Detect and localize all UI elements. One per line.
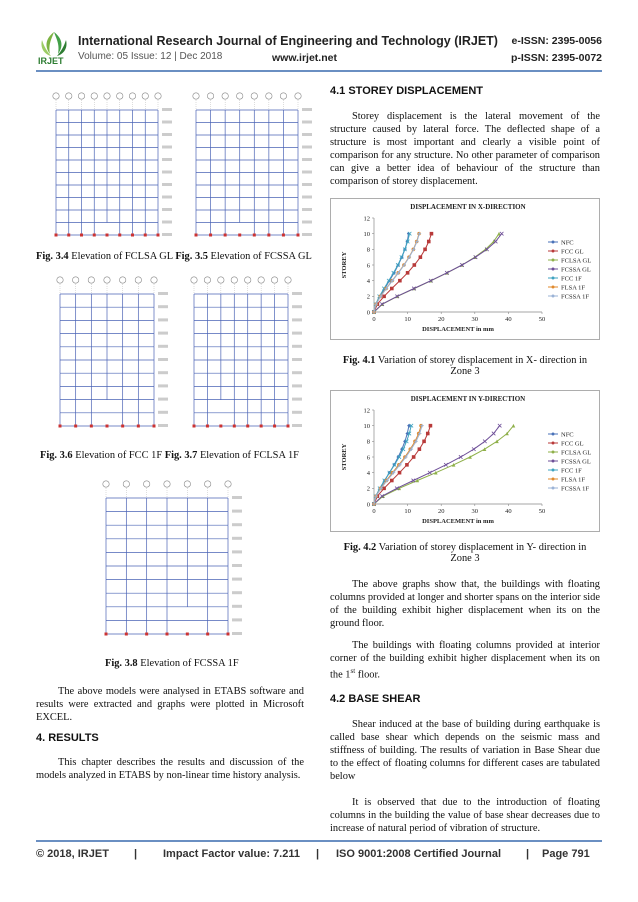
footer-separator: |	[526, 848, 530, 860]
support	[106, 234, 109, 237]
support	[153, 425, 156, 428]
heading-base-shear: 4.2 BASE SHEAR	[330, 693, 421, 705]
storey-label	[302, 196, 312, 199]
footer-iso: ISO 9001:2008 Certified Journal	[336, 848, 502, 860]
grid-bubble	[193, 93, 199, 99]
chart-displacement-y	[330, 390, 600, 532]
support	[90, 425, 93, 428]
elevation-figure-3-5	[186, 88, 320, 243]
grid-bubble	[78, 93, 84, 99]
y-tick-label: 2	[366, 485, 370, 493]
y-tick-label: 6	[366, 262, 370, 270]
grid-bubble	[155, 93, 161, 99]
storey-label	[158, 398, 168, 401]
storey-label	[232, 618, 242, 621]
data-point	[390, 479, 394, 483]
data-point	[430, 232, 434, 236]
storey-label	[162, 233, 172, 236]
journal-title: International Research Journal of Engineering and Technology (IRJET)	[78, 34, 498, 48]
support	[282, 234, 285, 237]
legend-label: FLSA 1F	[561, 476, 586, 484]
storey-label	[292, 332, 302, 335]
storey-label	[232, 537, 242, 540]
storey-label	[232, 632, 242, 635]
caption-text: Elevation of FCSSA 1F	[137, 658, 239, 669]
paragraph-text: It is observed that due to the introduction of floating columns in the building the value of base shear decreases due to increase of natural period of vibration of structure.	[330, 797, 600, 834]
support	[121, 425, 124, 428]
y-tick-label: 8	[366, 246, 370, 254]
support	[195, 234, 198, 237]
legend-label: FCSSA 1F	[561, 485, 590, 493]
storey-label	[292, 345, 302, 348]
legend-label: FCSSA 1F	[561, 293, 590, 301]
chart-frame	[331, 391, 600, 532]
data-point	[422, 440, 426, 444]
data-point	[429, 424, 433, 428]
p-issn: p-ISSN: 2395-0072	[510, 52, 602, 64]
storey-label	[232, 523, 242, 526]
storey-label	[158, 318, 168, 321]
caption-text: Variation of storey displacement in Y- direction in	[376, 542, 587, 553]
legend-label: NFC	[561, 431, 574, 439]
paragraph-graph-findings	[330, 578, 600, 630]
storey-label	[302, 121, 312, 124]
superscript: st	[350, 667, 356, 675]
grid-bubble	[104, 277, 110, 283]
data-point	[419, 255, 423, 259]
storey-label	[292, 384, 302, 387]
storey-label	[158, 345, 168, 348]
caption-label: Fig. 3.8	[105, 658, 138, 669]
y-tick-label: 12	[363, 407, 370, 415]
legend-marker	[552, 460, 555, 463]
support	[157, 234, 160, 237]
support	[260, 425, 263, 428]
support	[80, 234, 83, 237]
grid-bubble	[251, 93, 257, 99]
grid-bubble	[72, 277, 78, 283]
grid-bubble	[142, 93, 148, 99]
support	[166, 633, 169, 636]
caption-text: Zone 3	[450, 553, 480, 564]
storey-label	[162, 158, 172, 161]
legend-label: FCC 1F	[561, 467, 582, 475]
paragraph-results	[36, 756, 304, 782]
grid-bubble	[204, 481, 210, 487]
grid-bubble	[218, 277, 224, 283]
elevation-figure-3-4	[46, 88, 180, 243]
support	[74, 425, 77, 428]
irjet-logo	[36, 30, 72, 66]
storey-label	[162, 108, 172, 111]
support	[125, 633, 128, 636]
storey-label	[232, 496, 242, 499]
legend-label: NFC	[561, 239, 574, 247]
support	[209, 234, 212, 237]
y-tick-label: 2	[366, 293, 370, 301]
data-point	[427, 240, 431, 244]
storey-label	[158, 358, 168, 361]
storey-label	[302, 108, 312, 111]
data-point	[418, 447, 422, 451]
storey-label	[162, 183, 172, 186]
caption-fig-3-6-3-7	[40, 450, 299, 461]
grid-bubble	[280, 93, 286, 99]
storey-label	[292, 305, 302, 308]
text-segment: The buildings with floating columns provided at interior corner of the building exhibit higher displacement when its on the 1	[330, 640, 600, 681]
storey-label	[162, 146, 172, 149]
legend-marker	[552, 433, 555, 436]
support	[193, 425, 196, 428]
y-tick-label: 0	[366, 309, 370, 317]
storey-label	[158, 332, 168, 335]
grid-bubble	[222, 93, 228, 99]
legend-label: FCLSA GL	[561, 257, 592, 265]
grid-bubble	[258, 277, 264, 283]
storey-label	[162, 121, 172, 124]
data-point	[382, 295, 386, 299]
elevation-figure-3-8	[96, 476, 250, 642]
support	[233, 425, 236, 428]
grid-bubble	[66, 93, 72, 99]
paragraph-text: Shear induced at the base of building during earthquake is called base shear which depends on the seismic mass and stiffness of building. The results of variation in Base Shear due to the effect of floating columns for different cases are tabulated below	[330, 719, 600, 782]
support	[67, 234, 70, 237]
grid-bubble	[57, 277, 63, 283]
grid-bubble	[53, 93, 59, 99]
grid-bubble	[88, 277, 94, 283]
support	[206, 633, 209, 636]
caption-text: Elevation of FCLSA 1F	[197, 450, 299, 461]
data-point	[423, 248, 427, 252]
footer-page: Page 791	[542, 848, 590, 860]
x-tick-label: 20	[437, 316, 445, 323]
y-tick-label: 10	[363, 230, 370, 238]
legend-marker	[552, 250, 555, 253]
y-tick-label: 0	[366, 501, 370, 509]
legend-marker	[552, 259, 555, 262]
data-point	[426, 432, 430, 436]
paragraph-text: The above graphs show that, the buildings with floating columns provided at longer and shorter spans on the interior side of the building exhibit higher displacement when its on the ground floor.	[330, 579, 600, 629]
grid-bubble	[119, 277, 125, 283]
support	[224, 234, 227, 237]
storey-label	[302, 146, 312, 149]
x-axis-label: DISPLACEMENT in mm	[422, 518, 494, 525]
grid-bubble	[129, 93, 135, 99]
x-tick-label: 30	[471, 316, 479, 323]
grid-bubble	[266, 93, 272, 99]
y-tick-label: 12	[363, 215, 370, 223]
storey-label	[162, 133, 172, 136]
x-tick-label: 50	[538, 508, 546, 515]
support	[267, 234, 270, 237]
caption-label: Fig. 4.2	[343, 542, 377, 553]
support	[219, 425, 222, 428]
legend-label: FCC 1F	[561, 275, 582, 283]
x-tick-label: 20	[437, 508, 445, 515]
legend-marker	[552, 277, 555, 280]
caption-text: Elevation of FCSSA GL	[207, 251, 312, 262]
legend-marker	[552, 286, 555, 289]
caption-label: Fig. 3.5	[175, 251, 208, 262]
legend-label: FCLSA GL	[561, 449, 592, 457]
storey-label	[232, 578, 242, 581]
storey-label	[292, 424, 302, 427]
grid-bubble	[295, 93, 301, 99]
x-tick-label: 50	[538, 316, 546, 323]
grid-bubble	[271, 277, 277, 283]
storey-label	[162, 171, 172, 174]
support	[137, 425, 140, 428]
storey-label	[158, 424, 168, 427]
grid-bubble	[104, 93, 110, 99]
grid-bubble	[225, 481, 231, 487]
x-tick-label: 40	[505, 316, 512, 323]
support	[131, 234, 134, 237]
support	[145, 633, 148, 636]
storey-label	[302, 171, 312, 174]
website-link[interactable]: www.irjet.net	[272, 52, 337, 64]
grid-bubble	[237, 93, 243, 99]
caption-text: Elevation of FCLSA GL	[68, 251, 173, 262]
legend-marker	[552, 478, 555, 481]
storey-label	[162, 196, 172, 199]
storey-label	[232, 591, 242, 594]
storey-label	[302, 221, 312, 224]
legend-marker	[552, 442, 555, 445]
support	[118, 234, 121, 237]
x-tick-label: 10	[404, 508, 411, 515]
footer-copyright: © 2018, IRJET	[36, 848, 109, 860]
storey-label	[292, 371, 302, 374]
grid-bubble	[151, 277, 157, 283]
header-rule	[36, 70, 602, 72]
grid-bubble	[191, 277, 197, 283]
chart-displacement-x	[330, 198, 600, 340]
legend-label: FCC GL	[561, 440, 584, 448]
chart-title: DISPLACEMENT IN Y-DIRECTION	[410, 395, 526, 403]
footer-separator: |	[316, 848, 320, 860]
paragraph-text: This chapter describes the results and discussion of the models analyzed in ETABS by non-linear time history analysis.	[36, 757, 304, 781]
caption-fig-4-2	[330, 542, 600, 564]
support	[206, 425, 209, 428]
legend-label: FCC GL	[561, 248, 584, 256]
storey-label	[162, 221, 172, 224]
storey-label	[158, 305, 168, 308]
footer-rule	[36, 840, 602, 842]
paragraph-text: The above models were analysed in ETABS software and results were extracted and graphs were plotted in Microsoft EXCEL.	[36, 686, 304, 723]
x-tick-label: 40	[505, 508, 512, 515]
support	[273, 425, 276, 428]
support	[106, 425, 109, 428]
storey-label	[302, 208, 312, 211]
support	[253, 234, 256, 237]
caption-text: Zone 3	[450, 366, 480, 377]
chart-title: DISPLACEMENT IN X-DIRECTION	[410, 203, 526, 211]
storey-label	[302, 158, 312, 161]
data-point	[405, 463, 409, 467]
heading-storey-displacement: 4.1 STOREY DISPLACEMENT	[330, 85, 484, 97]
grid-bubble	[123, 481, 129, 487]
legend-marker	[552, 295, 555, 298]
y-tick-label: 8	[366, 438, 370, 446]
chart-frame	[331, 199, 600, 340]
volume-issue: Volume: 05 Issue: 12 | Dec 2018	[78, 51, 223, 62]
legend-marker	[552, 469, 555, 472]
storey-label	[158, 411, 168, 414]
support	[238, 234, 241, 237]
support	[287, 425, 290, 428]
y-tick-label: 10	[363, 422, 370, 430]
grid-bubble	[135, 277, 141, 283]
grid-bubble	[103, 481, 109, 487]
grid-bubble	[91, 93, 97, 99]
storey-label	[232, 605, 242, 608]
support	[227, 633, 230, 636]
storey-label	[302, 233, 312, 236]
caption-label: Fig. 3.4	[36, 251, 69, 262]
y-tick-label: 4	[366, 469, 370, 477]
storey-label	[162, 208, 172, 211]
grid-bubble	[164, 481, 170, 487]
paragraph-text	[330, 639, 600, 681]
y-axis-label: STOREY	[341, 251, 348, 279]
elevation-figure-3-6	[50, 272, 176, 434]
heading-results: 4. RESULTS	[36, 732, 99, 744]
paragraph-base-shear-observation	[330, 796, 600, 835]
support	[59, 425, 62, 428]
paragraph-base-shear	[330, 718, 600, 783]
caption-fig-3-4-3-5	[36, 251, 312, 262]
storey-label	[292, 292, 302, 295]
text-segment: floor.	[355, 669, 380, 681]
logo-text: IRJET	[38, 56, 64, 66]
storey-label	[158, 384, 168, 387]
x-tick-label: 0	[372, 508, 376, 515]
legend-label: FCSSA GL	[561, 458, 591, 466]
grid-bubble	[207, 93, 213, 99]
paragraph-models	[36, 685, 304, 724]
caption-label: Fig. 4.1	[342, 355, 376, 366]
data-point	[398, 279, 402, 283]
e-issn: e-ISSN: 2395-0056	[511, 35, 602, 47]
x-axis-label: DISPLACEMENT in mm	[422, 326, 494, 333]
support	[297, 234, 300, 237]
caption-label: Fig. 3.6	[40, 450, 73, 461]
legend-label: FCSSA GL	[561, 266, 591, 274]
data-point	[406, 271, 410, 275]
caption-text: Elevation of FCC 1F	[72, 450, 163, 461]
storey-label	[292, 398, 302, 401]
legend-marker	[552, 268, 555, 271]
legend-marker	[552, 241, 555, 244]
y-axis-label: STOREY	[341, 443, 348, 471]
data-point	[390, 287, 394, 291]
caption-text: Variation of storey displacement in X- direction in	[375, 355, 588, 366]
legend-marker	[552, 451, 555, 454]
storey-label	[302, 183, 312, 186]
storey-label	[302, 133, 312, 136]
caption-label: Fig. 3.7	[164, 450, 198, 461]
caption-fig-4-1	[330, 355, 600, 377]
storey-label	[232, 510, 242, 513]
support	[55, 234, 58, 237]
legend-marker	[552, 487, 555, 490]
data-point	[398, 471, 402, 475]
footer-impact-factor: Impact Factor value: 7.211	[163, 848, 300, 860]
paragraph-storey-displacement	[330, 110, 600, 188]
storey-label	[158, 371, 168, 374]
support	[186, 633, 189, 636]
storey-label	[232, 564, 242, 567]
x-tick-label: 30	[471, 508, 479, 515]
caption-fig-3-8	[105, 658, 239, 669]
x-tick-label: 10	[404, 316, 411, 323]
grid-bubble	[204, 277, 210, 283]
grid-bubble	[117, 93, 123, 99]
storey-label	[232, 550, 242, 553]
elevation-figure-3-7	[184, 272, 310, 434]
support	[93, 234, 96, 237]
footer-separator: |	[134, 848, 138, 860]
paragraph-text: Storey displacement is the lateral movement of the structure caused by lateral force. The deflected shape of a structure is most important and clearly a visible point of comparison for any structure. No other parameter of comparison can give a better idea of behaviour of the structure than comparison of storey displacement.	[330, 111, 600, 187]
x-tick-label: 0	[372, 316, 376, 323]
grid-bubble	[245, 277, 251, 283]
storey-label	[292, 318, 302, 321]
grid-bubble	[231, 277, 237, 283]
paragraph-interior-corner	[330, 639, 600, 681]
storey-label	[292, 411, 302, 414]
y-tick-label: 4	[366, 277, 370, 285]
support	[105, 633, 108, 636]
storey-label	[158, 292, 168, 295]
legend-label: FLSA 1F	[561, 284, 586, 292]
support	[144, 234, 147, 237]
data-point	[412, 455, 416, 459]
grid-bubble	[143, 481, 149, 487]
support	[246, 425, 249, 428]
y-tick-label: 6	[366, 454, 370, 462]
data-point	[413, 263, 417, 267]
grid-bubble	[184, 481, 190, 487]
grid-bubble	[285, 277, 291, 283]
storey-label	[292, 358, 302, 361]
